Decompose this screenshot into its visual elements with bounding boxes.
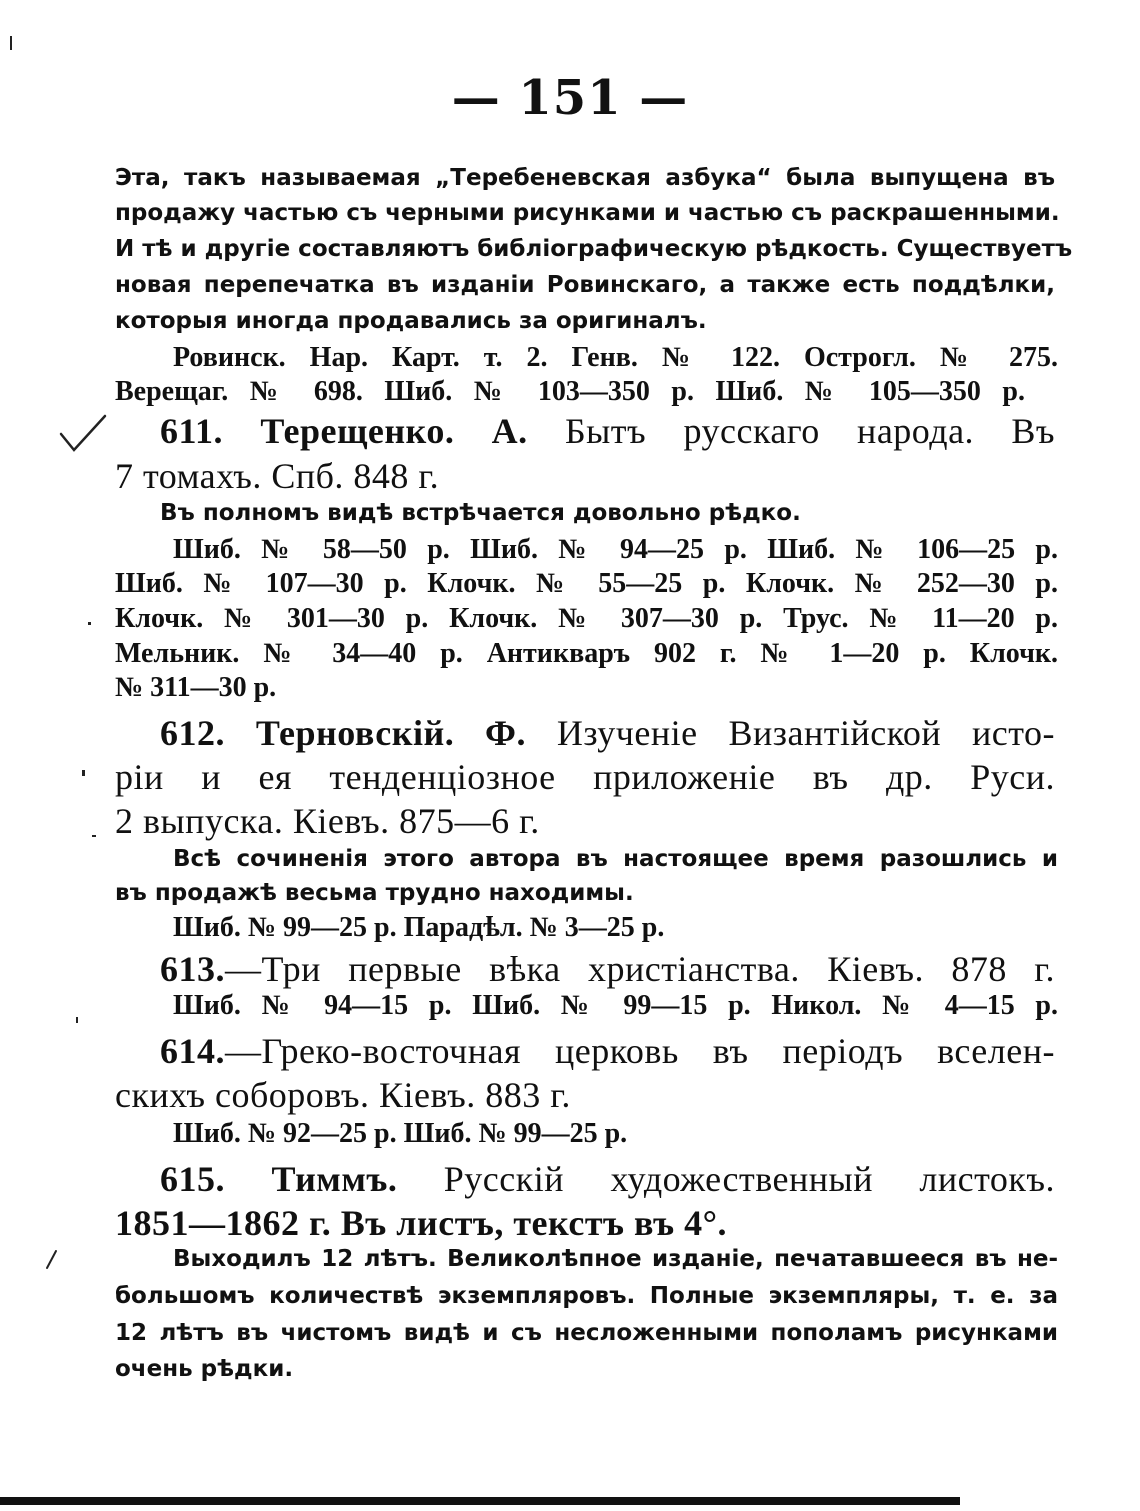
entry-title-line: скихъ соборовъ. Кіевъ. 883 г. (115, 1075, 571, 1115)
price-line: Шиб. № 99—25 р. Парадѣл. № 3—25 р. (173, 912, 665, 943)
price-line: № 311—30 р. (115, 672, 277, 703)
entry-title: —Греко-восточная церковь въ періодъ вселен- (225, 1031, 1055, 1071)
margin-dot (88, 622, 91, 625)
margin-dot (76, 1017, 78, 1023)
entry-author: Терновскій. Ф. (255, 713, 526, 753)
bottom-edge-rule (0, 1497, 960, 1505)
price-line: Шиб. № 58—50 р. Шиб. № 94—25 р. Шиб. № 106—25 р. (173, 534, 1058, 565)
entry-title: Бытъ русскаго народа. Въ (527, 411, 1055, 451)
text-line: которыя иногда продавались за оригиналъ. (115, 308, 707, 334)
entry-614-heading (160, 1030, 1055, 1072)
price-line: Шиб. № 107—30 р. Клочк. № 55—25 р. Клочк. № 252—30 р. (115, 568, 1058, 599)
note-line: 12 лѣтъ въ чистомъ видѣ и съ несложенными пополамъ рисунками (115, 1320, 1058, 1346)
entry-title: —Три первые вѣка христіанства. Кіевъ. 878 г. (225, 949, 1055, 989)
price-line: Мельник. № 34—40 р. Антикваръ 902 г. № 1—20 р. Клочк. (115, 638, 1058, 669)
entry-number: 614. (160, 1031, 225, 1071)
handwritten-check-icon (58, 412, 108, 454)
margin-dot (10, 36, 12, 50)
margin-dot (92, 835, 96, 837)
note-line: большомъ количествѣ экземпляровъ. Полные экземпляры, т. е. за (115, 1283, 1058, 1309)
text-line: И тѣ и другіе составляютъ библіографическую рѣдкость. Существуетъ (115, 236, 1073, 262)
entry-number: 611. (160, 411, 224, 451)
entry-number: 613. (160, 949, 225, 989)
entry-611-heading (160, 410, 1055, 452)
note-line: Всѣ сочиненія этого автора въ настоящее время разошлись и (173, 846, 1058, 872)
text-line: продажу частью съ черными рисунками и частью съ раскрашенными. (115, 200, 1060, 226)
text-line: Эта, такъ называемая „Теребеневская азбука“ была выпущена въ (115, 165, 1055, 191)
entry-author: Тиммъ. (271, 1159, 398, 1199)
entry-title-line: ріи и ея тенденціозное приложеніе въ др. Руси. (115, 757, 1055, 797)
note-line: Выходилъ 12 лѣтъ. Великолѣпное изданіе, печатавшееся въ не- (173, 1246, 1058, 1272)
price-line: Клочк. № 301—30 р. Клочк. № 307—30 р. Трус. № 11—20 р. (115, 603, 1058, 634)
entry-title-line: 2 выпуска. Кіевъ. 875—6 г. (115, 801, 540, 841)
note-line: Въ полномъ видѣ встрѣчается довольно рѣдко. (160, 500, 801, 526)
reference-line: Ровинск. Нар. Карт. т. 2. Генв. № 122. Острогл. № 275. (173, 342, 1058, 373)
note-line: очень рѣдки. (115, 1356, 294, 1382)
price-line: Шиб. № 92—25 р. Шиб. № 99—25 р. (173, 1118, 628, 1149)
entry-author: Терещенко. А. (260, 411, 528, 451)
entry-title-line: 1851—1862 г. Въ листъ, текстъ въ 4°. (115, 1203, 727, 1243)
entry-number: 615. (160, 1159, 225, 1199)
price-line: Шиб. № 94—15 р. Шиб. № 99—15 р. Никол. № 4—15 р. (173, 990, 1058, 1021)
page-number: — 151 — (451, 70, 689, 126)
entry-title: Изученіе Византійской исто- (525, 713, 1055, 753)
handwritten-tick-icon (44, 1248, 60, 1272)
entry-title: Русскій художественный листокъ. (397, 1159, 1056, 1199)
text-line: новая перепечатка въ изданіи Ровинскаго, а также есть поддѣлки, (115, 272, 1055, 298)
margin-dot (82, 770, 85, 776)
entry-title-line: 7 томахъ. Спб. 848 г. (115, 456, 440, 496)
entry-number: 612. (160, 713, 225, 753)
entry-612-heading (160, 712, 1055, 754)
entry-615-heading (160, 1158, 1055, 1200)
entry-613-heading (160, 948, 1055, 990)
note-line: въ продажѣ весьма трудно находимы. (115, 880, 634, 906)
reference-line: Верещаг. № 698. Шиб. № 103—350 р. Шиб. № 105—350 р. (115, 376, 1025, 407)
